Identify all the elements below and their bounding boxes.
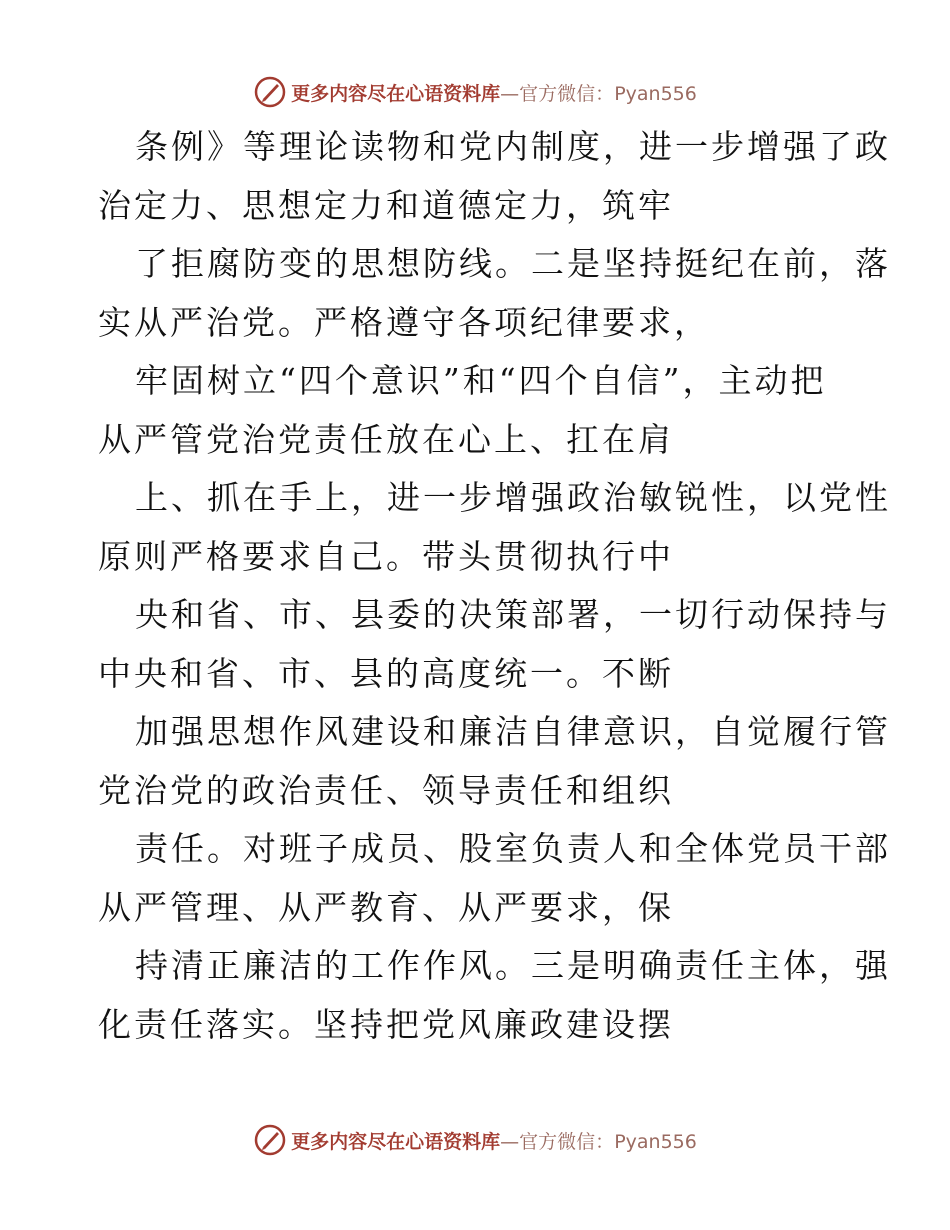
banner-wechat-label: 官方微信： (519, 82, 615, 105)
document-body (98, 118, 891, 1054)
paragraph-line: 央和省、市、县委的决策部署，一切行动保持与 (135, 595, 891, 634)
paragraph-line: 上、抓在手上，进一步增强政治敏锐性，以党性 (135, 478, 891, 517)
quill-pen-logo-icon (253, 1123, 287, 1157)
paragraph-line: 持清正廉洁的工作作风。三是明确责任主体，强 (135, 946, 891, 985)
paragraph-line: 从严管理、从严教育、从严要求，保 (98, 887, 674, 927)
paragraph-line: 实从严治党。严格遵守各项纪律要求， (98, 302, 710, 342)
paragraph (98, 118, 891, 235)
banner-brand: 更多内容尽在心语资料库 (291, 82, 501, 105)
paragraph (98, 703, 891, 820)
banner-wechat-id: Pyan556 (614, 1130, 697, 1153)
paragraph (98, 820, 891, 937)
paragraph (98, 235, 891, 352)
paragraph-line: 加强思想作风建设和廉洁自律意识，自觉履行管 (135, 712, 891, 751)
paragraph-line: 原则严格要求自己。带头贯彻执行中 (98, 536, 674, 576)
paragraph-line: 中央和省、市、县的高度统一。不断 (98, 653, 674, 693)
paragraph-line: 了拒腐防变的思想防线。二是坚持挺纪在前，落 (135, 244, 891, 283)
banner-separator: — (500, 82, 520, 105)
banner-brand: 更多内容尽在心语资料库 (291, 1130, 501, 1153)
banner-text (291, 79, 697, 106)
banner-wechat-label: 官方微信： (519, 1130, 615, 1153)
paragraph-line: 条例》等理论读物和党内制度，进一步增强了政 (135, 127, 891, 166)
quill-pen-logo-icon (253, 75, 287, 109)
banner-text (291, 1127, 697, 1154)
paragraph-line: 治定力、思想定力和道德定力，筑牢 (98, 185, 674, 225)
paragraph-line: 从严管党治党责任放在心上、扛在肩 (98, 419, 674, 459)
paragraph-line: 党治党的政治责任、领导责任和组织 (98, 770, 674, 810)
paragraph (98, 937, 891, 1054)
paragraph (98, 469, 891, 586)
paragraph-line: 责任。对班子成员、股室负责人和全体党员干部 (135, 829, 891, 868)
banner-wechat-id: Pyan556 (614, 82, 697, 105)
footer-banner (0, 1120, 950, 1160)
banner-separator: — (500, 1130, 520, 1153)
paragraph (98, 586, 891, 703)
paragraph-line: 牢固树立“四个意识”和“四个自信”，主动把 (135, 361, 827, 400)
header-banner (0, 72, 950, 112)
paragraph-line: 化责任落实。坚持把党风廉政建设摆 (98, 1004, 674, 1044)
paragraph (98, 352, 858, 469)
